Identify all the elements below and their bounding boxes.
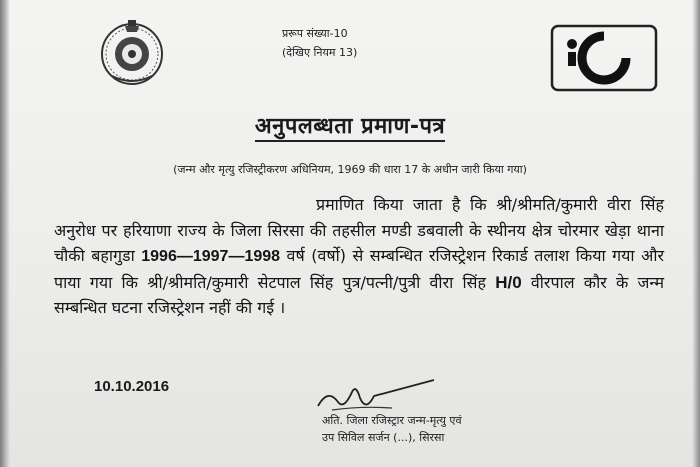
certificate-body: [54, 192, 664, 321]
body-part-3: वीरपाल कौर के जन्म सम्बन्धित घटना रजिस्ट्रेशन नहीं की गई ।: [54, 272, 665, 317]
body-part-1: प्रमाणित किया जाता है कि श्री/श्रीमति/कुमारी वीरा सिंह अनुरोध पर हरियाणा राज्य के जिला सिरसा की तहसील मण्डी डबवाली के स्थीनय क्षेत्र चोरमार खेड़ा थाना चौकी बहागुडा: [54, 195, 664, 265]
form-number: प्ररूप संख्या-10: [282, 27, 348, 40]
record-years: 1996—1997—1998: [141, 248, 281, 265]
page-edge-shadow: [692, 0, 700, 467]
birth-death-registration-logo-icon: [548, 22, 660, 94]
signatory-line-1: अति. जिला रजिस्ट्रार जन्म-मृत्यु एवं: [322, 414, 462, 427]
signatory-line-2: उप सिविल सर्जन (...), सिरसा: [322, 431, 445, 444]
issue-date: 10.10.2016: [94, 378, 170, 395]
ho-marker: H/0: [495, 272, 522, 292]
haryana-state-emblem-icon: [92, 10, 172, 90]
rule-reference: (देखिए नियम 13): [282, 46, 358, 59]
certificate-title: अनुपलब्धता प्रमाण-पत्र: [0, 110, 700, 140]
body-part-2: वर्ष (वर्षो) से सम्बन्धित रजिस्ट्रेशन रिकार्ड तलाश किया गया और पाया गया कि श्री/श्रीमति/कुमारी सेटपाल सिंह पुत्र/पत्नी/पुत्री वीरा सिंह: [54, 246, 664, 292]
act-subtitle: (जन्म और मृत्यु रजिस्ट्रीकरण अधिनियम, 1969 की धारा 17 के अधीन जारी किया गया): [173, 163, 527, 176]
page-edge-shadow: [0, 0, 10, 467]
form-meta: [282, 24, 357, 62]
signatory-designation: [322, 412, 462, 446]
